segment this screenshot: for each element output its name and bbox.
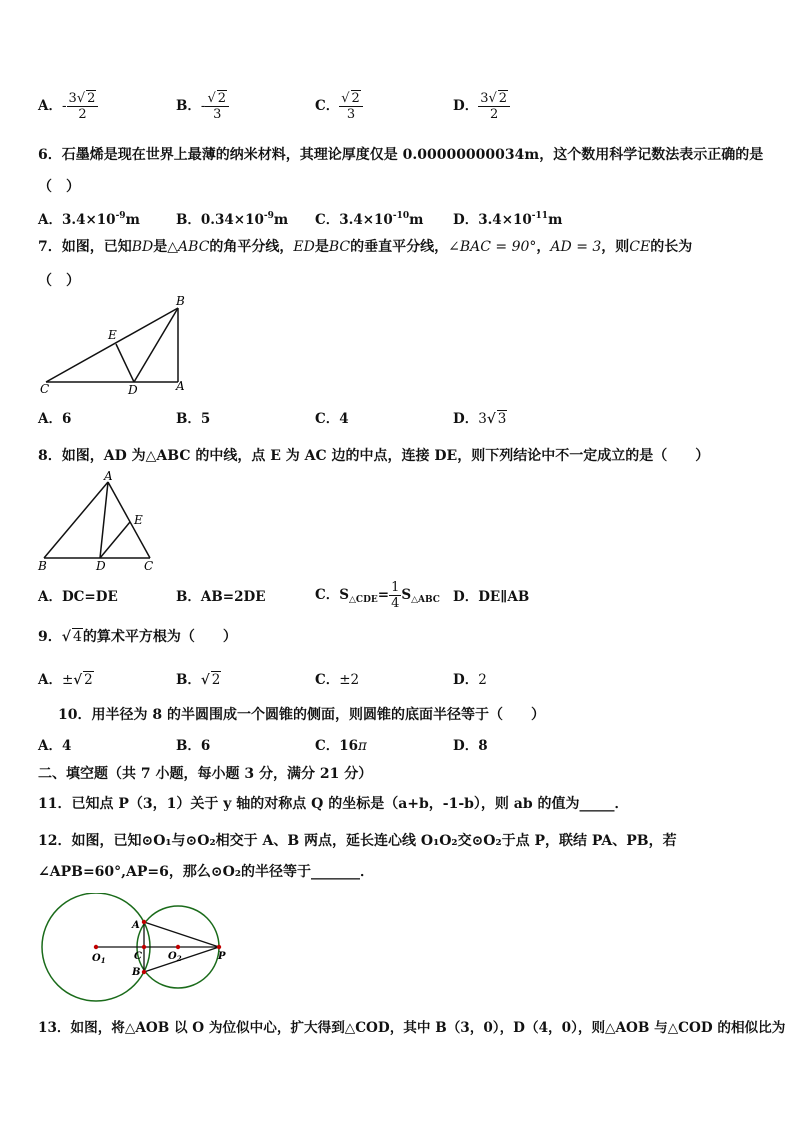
q7-label-e: E [108,328,117,342]
q5-option-a: A．- $\frac{3√ 2}{2}$ [38,91,98,122]
q7-stem: 7．如图，已知BD是△ABC的角平分线，ED是BC的垂直平分线，∠BAC = 90°，AD = 3，则CE的长为 [38,239,693,255]
q10-option-a: A．4 [38,738,72,754]
q7-label-d: D [128,383,138,397]
q7-line-ed [116,344,134,382]
q8-label-e: E [134,513,143,527]
q8-option-b: B．AB=2DE [176,589,266,605]
q8-label-c: C [144,559,154,573]
q5-option-d: D． $\frac{3√ 2}{2}$ [453,91,510,122]
point-o2 [176,945,180,949]
line-pa [144,922,219,947]
q10-option-b: B．6 [176,738,211,754]
q8-option-d: D．DE∥AB [453,589,530,605]
q12-stem-line-1: 12．如图，已知⊙O₁与⊙O₂相交于 A、B 两点，延长连心线 O₁O₂交⊙O₂于点 P，联结 PA、PB，若 [38,833,677,849]
q12-label-c: C [134,951,142,962]
q9-stem: 9．√ 4的算术平方根为（ ） [38,629,237,645]
q6-option-c: C．$3.4\times 10^{-10}m$ [315,211,424,228]
q8-stem: 8．如图，AD 为△ABC 的中线，点 E 为 AC 边的中点，连接 DE，则下列结论中不一定成立的是（ ） [38,448,710,464]
point-c [142,945,146,949]
q8-label-d: D [96,559,106,573]
q9-option-d: D．2 [453,672,487,688]
q8-line-ad [100,482,108,558]
point-p [217,945,221,949]
q6-answer-paren: （ ） [38,179,80,195]
q7-label-b: B [176,294,185,308]
q7-option-d: D．3√ 3 [453,411,507,427]
q9-option-b: B．√ 2 [176,672,221,688]
q8-label-a: A [104,470,113,483]
section-2-heading: 二、填空题（共 7 小题，每小题 3 分，满分 21 分） [38,766,373,782]
q8-label-b: B [38,559,47,573]
q7-option-a: A．6 [38,411,72,427]
q12-figure [38,893,238,1005]
q6-stem: 6．石墨烯是现在世界上最薄的纳米材料，其理论厚度仅是 0.00000000034m，这个数用科学记数法表示正确的是 [38,147,764,163]
q8-option-a: A．DC=DE [38,589,118,605]
q8-line-de [100,522,130,558]
q6-option-b: B．$0.34\times 10^{-9}m$ [176,211,289,228]
q12-label-p: P [218,951,226,962]
q12-label-o2: $O_2$ [168,951,182,963]
q7-option-c: C．4 [315,411,349,427]
q8-line-ab [44,482,108,558]
q6-option-d: D．$3.4\times 10^{-11}m$ [453,211,563,228]
q12-label-o1: $O_1$ [92,953,106,965]
q10-option-c: C．16π [315,738,367,754]
q7-option-b: B．5 [176,411,211,427]
q8-option-c: C．$S_{\triangle CDE}=$ $\frac{1}{4}$ $S_{\triangle ABC}$ [315,580,440,611]
q7-figure [36,292,201,400]
q8-line-ac [108,482,150,558]
q12-label-a: A [132,920,140,931]
point-o1 [94,945,98,949]
q10-option-d: D．8 [453,738,488,754]
q9-option-a: A．±√ 2 [38,672,93,688]
point-a [142,920,146,924]
q11-stem: 11．已知点 P（3，1）关于 y 轴的对称点 Q 的坐标是（a+b，-1-b），则 ab 的值为_____． [38,796,629,812]
q6-option-a: A．$3.4\times 10^{-9}m$ [38,211,140,228]
q8-figure [34,470,159,576]
q12-stem-line-2: ∠APB=60°,AP=6，那么⊙O₂的半径等于_______． [38,864,374,880]
q9-option-c: C．±2 [315,672,360,688]
point-b [142,970,146,974]
q7-label-c: C [40,382,50,396]
q12-label-b: B [132,967,141,978]
q5-option-b: B．- $\frac{√ 2}{3}$ [176,91,229,122]
q7-line-cb [46,308,178,382]
q7-label-a: A [176,379,185,393]
q13-stem: 13．如图，将△AOB 以 O 为位似中心，扩大得到△COD，其中 B（3，0），D（4，0），则△AOB 与△COD 的相似比为 [38,1020,786,1036]
q5-option-c: C． $\frac{√ 2}{3}$ [315,91,363,122]
q10-stem: 10．用半径为 8 的半圆围成一个圆锥的侧面，则圆锥的底面半径等于（ ） [58,707,545,723]
q7-answer-paren: （ ） [38,273,80,289]
q7-line-bd [134,308,178,382]
